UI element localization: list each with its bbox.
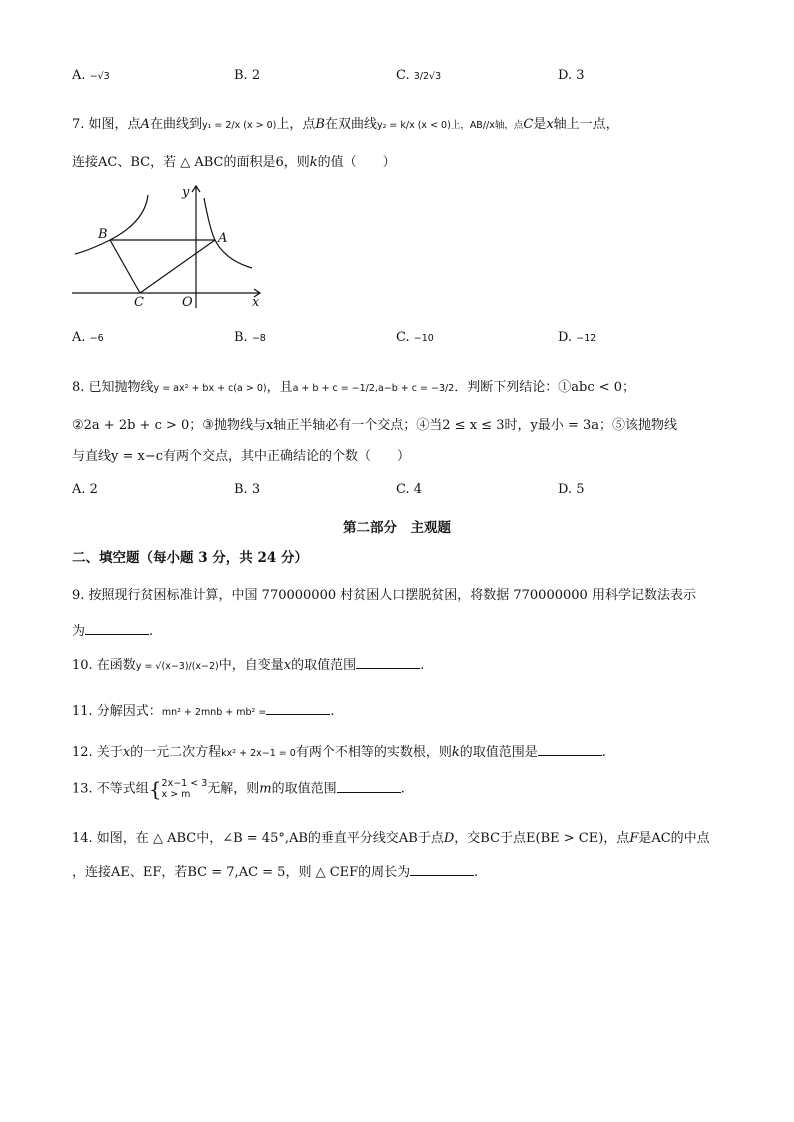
q6-option-a: A. −√3 (72, 68, 110, 83)
q8-line-3: 与直线y = x−c有两个交点，其中正确结论的个数（ ） (72, 449, 411, 464)
q13-answer-blank[interactable] (337, 782, 401, 793)
q8-line-1: 8. 已知抛物线y = ax² + bx + c(a > 0)，且a + b + c = −1/2,a−b + c = −3/2．判断下列结论：①abc < 0； (72, 380, 636, 395)
q8-parabola: y = ax² + bx + c(a > 0) (153, 383, 267, 394)
q8-line-2: ②2a + 2b + c > 0；③抛物线与x轴正半轴必有一个交点；④当2 ≤ x ≤ 3时，y最小 = 3a；⑤该抛物线 (72, 418, 677, 433)
q10-function: y = √(x−3)/(x−2) (135, 661, 219, 672)
label-b: B (98, 227, 108, 242)
q13-inequality-system: 2x−1 < 3 x > m (161, 778, 208, 800)
right-hyperbola-branch (204, 198, 252, 268)
q9-line-1: 9. 按照现行贫困标准计算，中国 770000000 村贫困人口摆脱贫困，将数据 770000000 用科学记数法表示 (72, 588, 696, 603)
label-x: x (252, 295, 260, 310)
q8-option-d: D. 5 (558, 482, 585, 497)
q7-option-b: B. −8 (234, 330, 266, 345)
q12-equation: kx² + 2x−1 = 0 (221, 748, 296, 759)
q11-expression: mn² + 2mnb + mb² = (161, 707, 267, 718)
q6-option-b-value: 2 (251, 68, 261, 83)
q6-option-d: D. 3 (558, 68, 585, 83)
q9-answer-blank[interactable] (85, 624, 149, 635)
label-c: C (134, 295, 144, 310)
q8-condition-2: a−b + c = −3/2 (377, 383, 455, 394)
q7-curve-1: y₁ = 2/x (x > 0) (201, 120, 277, 131)
q14-line-1: 14. 如图，在 △ ABC中，∠B = 45°,AB的垂直平分线交AB于点D，交BC于点E(BE > CE)，点F是AC的中点 (72, 831, 710, 846)
q14-answer-blank[interactable] (410, 865, 474, 876)
q7-figure (70, 180, 270, 310)
label-y: y (182, 185, 190, 200)
q14-line-2: ，连接AE、EF，若BC = 7,AC = 5，则 △ CEF的周长为 . (72, 865, 479, 880)
left-hyperbola-branch (75, 195, 148, 254)
q11-answer-blank[interactable] (266, 704, 330, 715)
label-o: O (182, 295, 193, 310)
q12-line: 12. 关于x的一元二次方程kx² + 2x−1 = 0有两个不相等的实数根，则k的取值范围是 . (72, 745, 606, 760)
q7-line-1: 7. 如图，点A在曲线到y₁ = 2/x (x > 0)上，点B在双曲线y₂ = k/x (x < 0)上，AB//x轴，点C是x轴上一点， (72, 117, 619, 132)
q7-option-c: C. −10 (396, 330, 434, 345)
q8-condition-1: a + b + c = −1/2 (292, 383, 375, 394)
q10-line: 10. 在函数y = √(x−3)/(x−2)中，自变量x的取值范围 . (72, 658, 425, 673)
segment-bc (110, 240, 140, 293)
q12-answer-blank[interactable] (538, 745, 602, 756)
q7-curve-2: y₂ = k/x (x < 0) (376, 120, 451, 131)
q7-option-a: A. −6 (72, 330, 104, 345)
q13-line: 13. 不等式组{ 2x−1 < 3 x > m 无解，则m的取值范围 . (72, 777, 405, 801)
q8-option-c: C. 4 (396, 482, 423, 497)
q8-option-a: A. 2 (72, 482, 98, 497)
q7-line-2: 连接AC、BC，若 △ ABC的面积是6，则k的值（ ） (72, 155, 396, 170)
segment-ac (140, 240, 215, 293)
q9-line-2: 为 . (72, 624, 154, 639)
section2-title: 二、填空题（每小题 3 分，共 24 分） (72, 550, 308, 566)
q6-option-d-value: 3 (576, 68, 585, 83)
q6-option-c-value: 3/2√3 (413, 71, 442, 82)
q7-option-d: D. −12 (558, 330, 597, 345)
q6-option-b: B. 2 (234, 68, 261, 83)
q6-option-a-value: −√3 (89, 71, 110, 82)
part2-title: 第二部分 主观题 (343, 520, 451, 536)
q11-line: 11. 分解因式：mn² + 2mnb + mb² = . (72, 704, 335, 719)
q10-answer-blank[interactable] (356, 658, 420, 669)
q8-option-b: B. 3 (234, 482, 261, 497)
q6-option-c: C. 3/2√3 (396, 68, 442, 83)
label-a: A (218, 231, 228, 246)
